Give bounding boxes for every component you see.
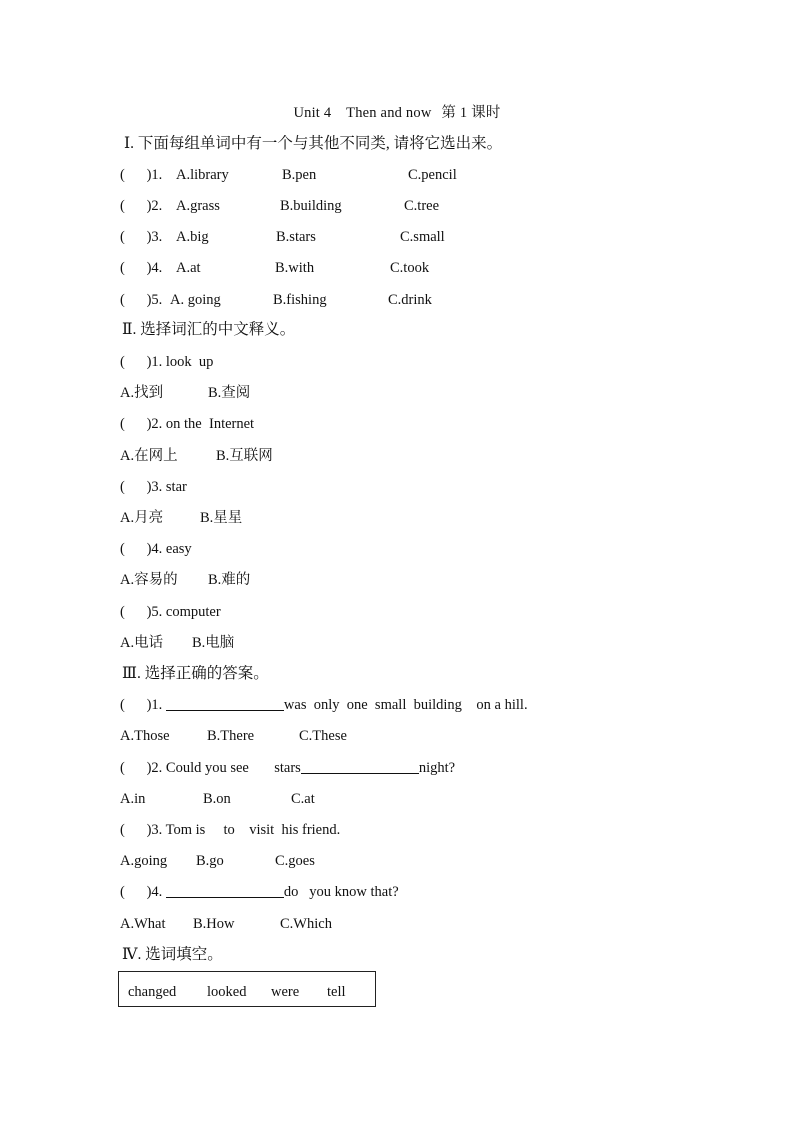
word-bank-word: tell	[327, 984, 346, 1000]
item-number: ( )4.	[120, 260, 163, 276]
item-number: ( )3.	[120, 229, 163, 245]
page-title	[0, 101, 794, 122]
word-bank-word: were	[271, 984, 300, 1000]
section-2-option-5a: A.电话	[120, 635, 164, 651]
option-c: C.small	[400, 229, 445, 245]
question-text: ( )3. Tom is to visit his friend.	[120, 822, 341, 838]
section-3-option-1a: A.Those	[120, 728, 170, 744]
option-a: A.big	[176, 229, 209, 245]
section-3-question-1	[120, 695, 528, 715]
section-3-option-1c: C.These	[299, 728, 347, 744]
section-1-heading: Ⅰ. 下面每组单词中有一个与其他不同类, 请将它选出来。	[124, 135, 503, 152]
option-c: C.took	[390, 260, 430, 276]
section-3-question-4	[120, 882, 399, 902]
answer-blank	[166, 696, 284, 711]
question-text: night?	[418, 760, 456, 776]
unit-label: Unit 4	[293, 105, 332, 121]
section-2-question-3: ( )3. star	[120, 479, 187, 495]
lesson-label: 第 1 课时	[441, 105, 501, 121]
answer-blank	[166, 883, 284, 898]
option-c: C.drink	[388, 292, 432, 308]
section-3-option-4b: B.How	[193, 916, 235, 932]
option-b: B.building	[280, 198, 342, 214]
section-3-question-2	[120, 758, 455, 778]
option-b: B.pen	[282, 167, 317, 183]
section-2-option-1a: A.找到	[120, 385, 164, 401]
section-3-option-2a: A.in	[120, 791, 146, 807]
section-3-option-3b: B.go	[196, 853, 224, 869]
section-2-option-4a: A.容易的	[120, 572, 178, 588]
option-c: C.tree	[404, 198, 440, 214]
item-number: ( )2.	[120, 198, 163, 214]
answer-blank	[301, 759, 419, 774]
section-2-question-5: ( )5. computer	[120, 604, 221, 620]
section-2-heading: Ⅱ. 选择词汇的中文释义。	[122, 321, 296, 338]
section-3-option-3c: C.goes	[275, 853, 315, 869]
section-2-option-1b: B.查阅	[208, 385, 251, 401]
option-b: B.stars	[276, 229, 316, 245]
option-b: B.fishing	[273, 292, 327, 308]
word-bank-word: changed	[128, 984, 177, 1000]
word-bank	[118, 971, 376, 1007]
section-2-option-4b: B.难的	[208, 572, 251, 588]
option-b: B.with	[275, 260, 315, 276]
option-c: C.pencil	[408, 167, 457, 183]
section-3-heading: Ⅲ. 选择正确的答案。	[122, 665, 269, 682]
item-number: ( )5.	[120, 292, 163, 308]
question-text: ( )2. Could you see stars	[120, 760, 301, 776]
section-3-option-2c: C.at	[291, 791, 315, 807]
option-a: A. going	[170, 292, 221, 308]
section-3-question-3	[120, 820, 340, 840]
section-2-question-4: ( )4. easy	[120, 541, 192, 557]
question-text: was only one small building on a hill.	[283, 697, 528, 713]
word-bank-word: looked	[207, 984, 247, 1000]
unit-name: Then and now	[346, 105, 432, 121]
question-text: ( )4.	[120, 884, 166, 900]
option-a: A.grass	[176, 198, 220, 214]
section-2-question-2: ( )2. on the Internet	[120, 416, 255, 432]
option-a: A.library	[176, 167, 229, 183]
option-a: A.at	[176, 260, 201, 276]
section-2-option-5b: B.电脑	[192, 635, 235, 651]
question-text: ( )1.	[120, 697, 166, 713]
section-3-option-3a: A.going	[120, 853, 168, 869]
section-3-option-2b: B.on	[203, 791, 231, 807]
section-3-option-4c: C.Which	[280, 916, 332, 932]
section-2-option-2a: A.在网上	[120, 448, 178, 464]
section-3-option-1b: B.There	[207, 728, 255, 744]
section-3-option-4a: A.What	[120, 916, 166, 932]
question-text: do you know that?	[283, 884, 399, 900]
section-4-heading: Ⅳ. 选词填空。	[122, 946, 223, 963]
section-2-option-3a: A.月亮	[120, 510, 164, 526]
item-number: ( )1.	[120, 167, 163, 183]
section-2-question-1: ( )1. look up	[120, 354, 214, 370]
section-2-option-3b: B.星星	[200, 510, 243, 526]
section-2-option-2b: B.互联网	[216, 448, 273, 464]
